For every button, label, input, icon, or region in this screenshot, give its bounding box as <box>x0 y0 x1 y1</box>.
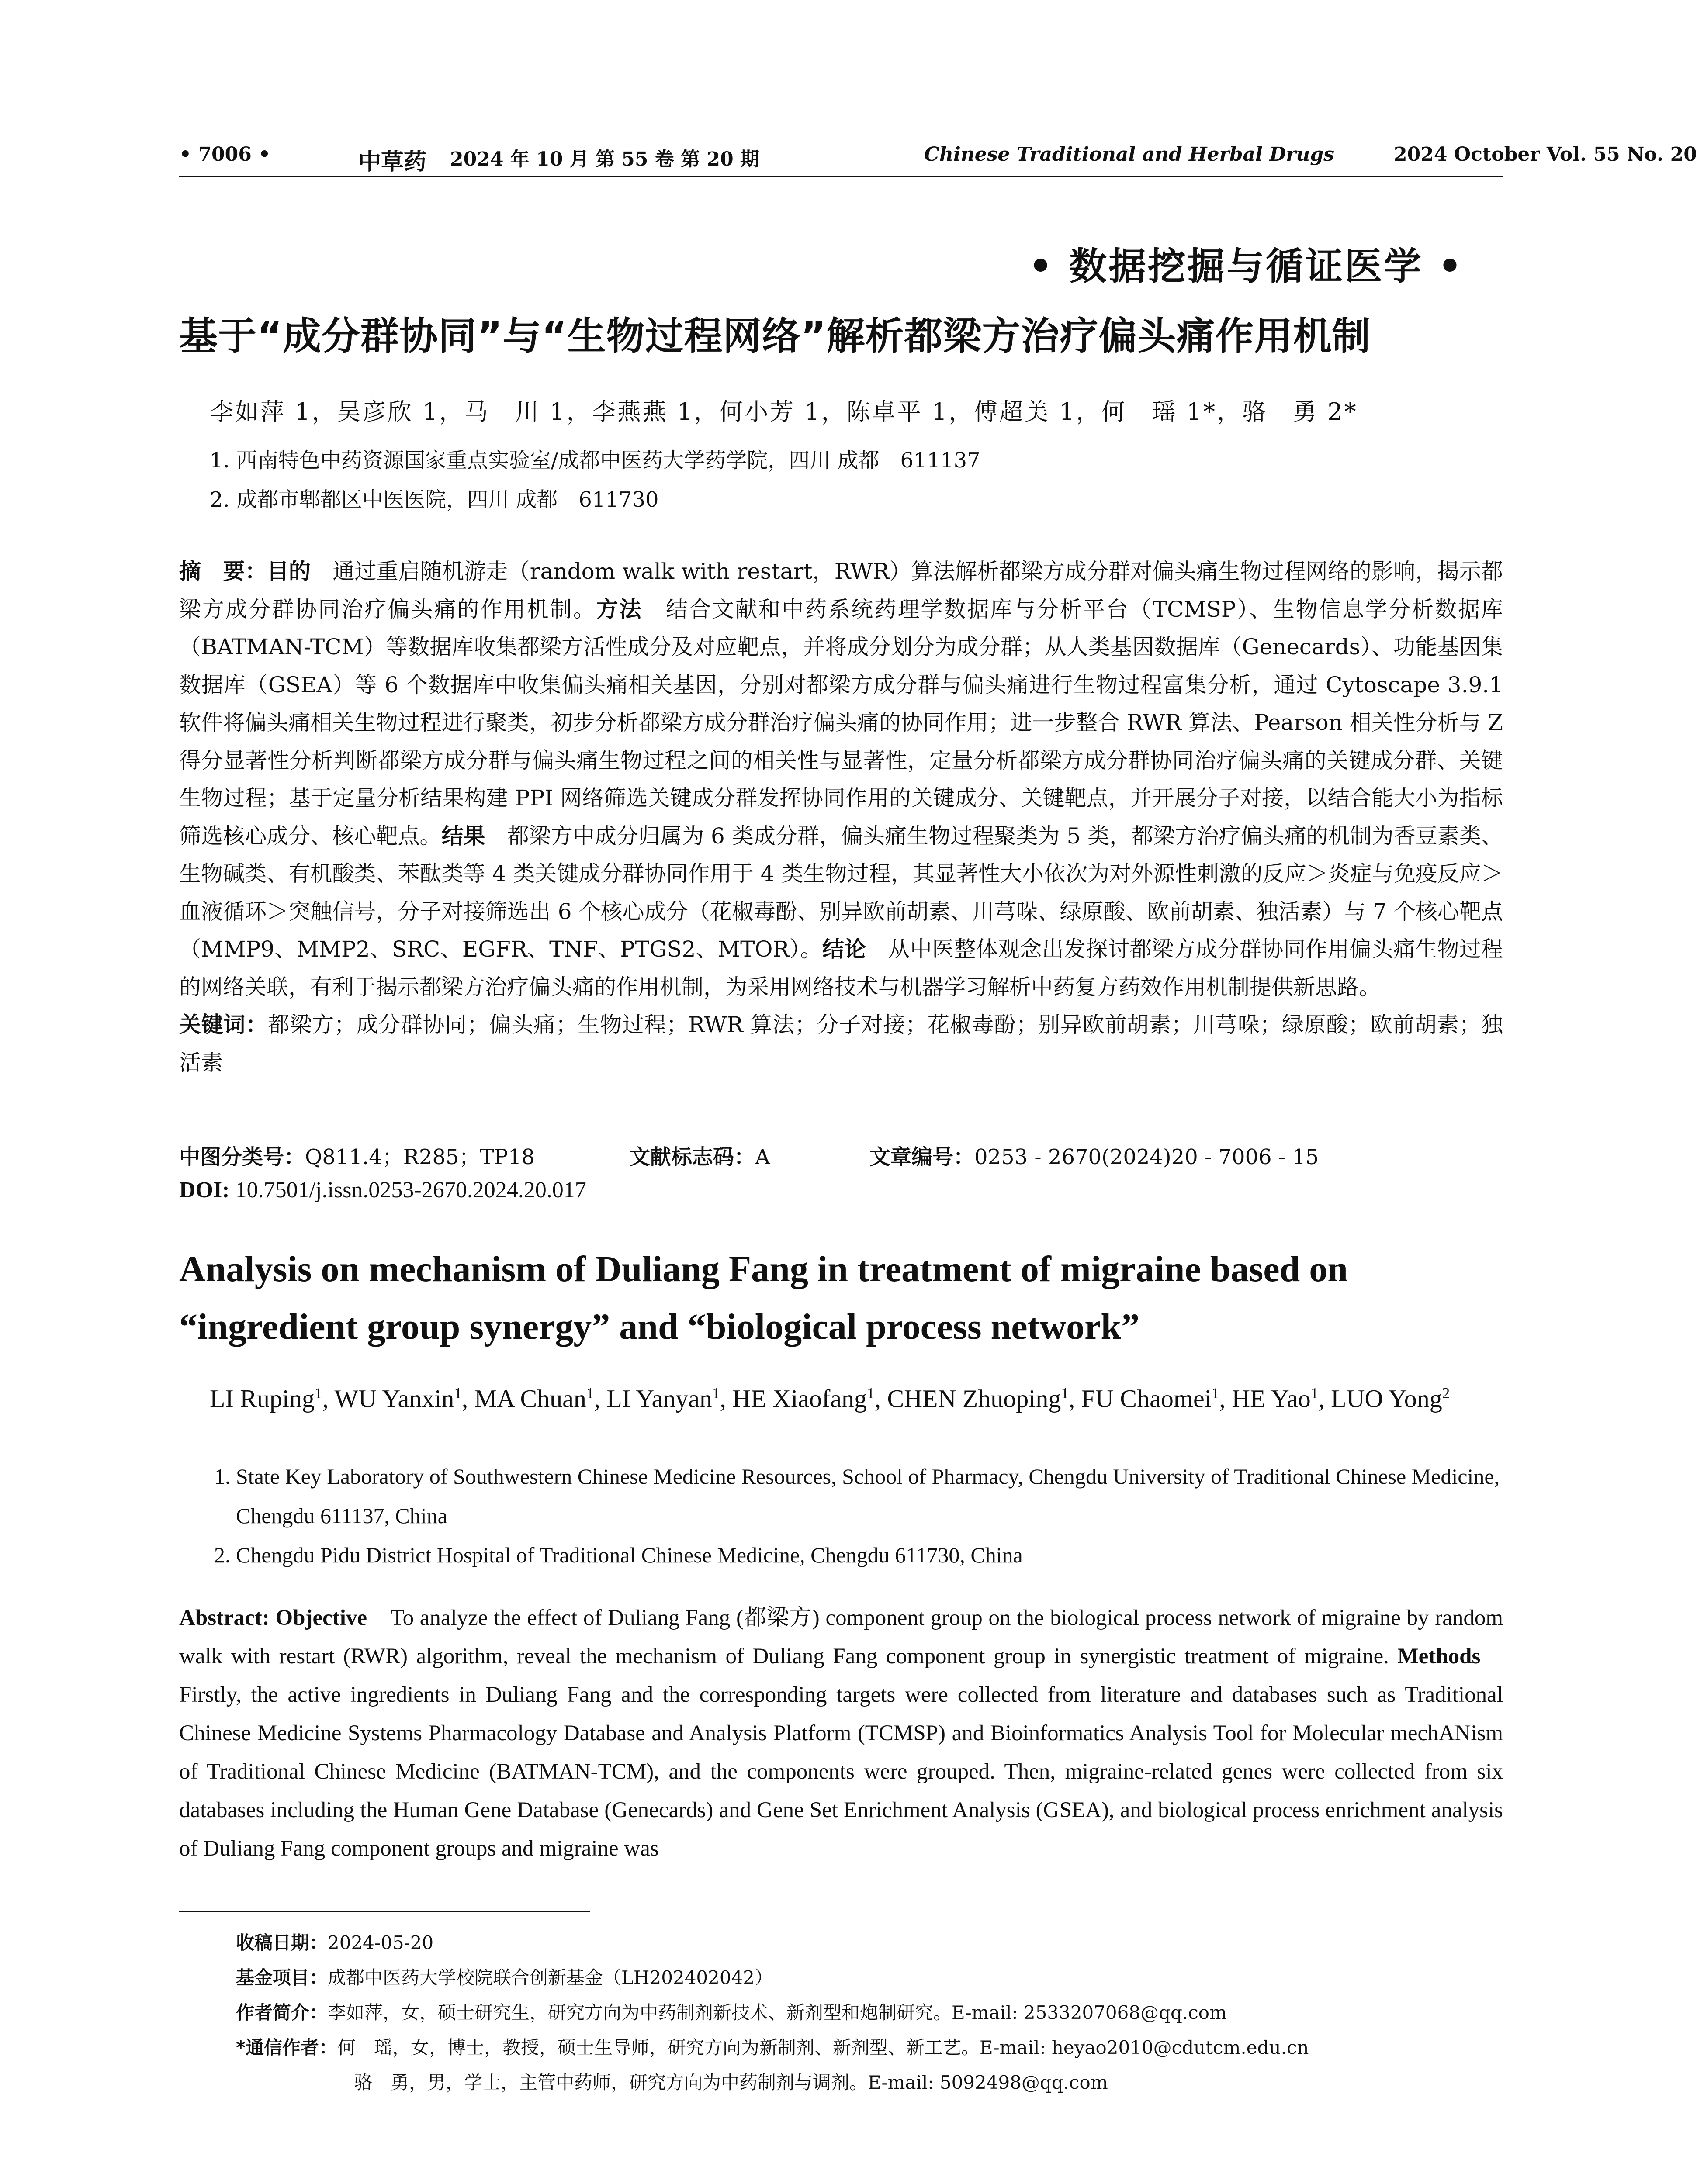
results-text-cn: 都梁方中成分归属为 6 类成分群，偏头痛生物过程聚类为 5 类，都梁方治疗偏头痛的机制为香豆素类、生物碱类、有机酸类、苯酞类等 4 类关键成分群协同作用于 4 类生物过程，其显著性大小依次为对外源性刺激的反应＞炎症与免疫反应＞血液循环＞突触信号，分子对接筛选出 6 个核心成分（花椒毒酚、别异欧前胡素、川芎哚、绿原酸、欧前胡素、独活素）与 7 个核心靶点（MMP9、MMP2、SRC、EGFR、TNF、PTGS2、MTOR）。 <box>179 823 1503 962</box>
keywords-text-cn: 都梁方；成分群协同；偏头痛；生物过程；RWR 算法；分子对接；花椒毒酚；别异欧前胡素；川芎哚；绿原酸；欧前胡素；独活素 <box>179 1012 1503 1075</box>
fund-text: 成都中医药大学校院联合创新基金（LH202402042） <box>328 1967 773 1988</box>
author-en: CHEN Zhuoping <box>887 1384 1061 1413</box>
bio-label: 作者简介： <box>236 2002 328 2023</box>
title-en <box>179 1241 1503 1356</box>
author-en: LUO Yong <box>1331 1384 1442 1413</box>
abstract-label-cn: 摘 要： <box>179 559 267 584</box>
clc-value: Q811.4；R285；TP18 <box>305 1145 535 1169</box>
affiliation-cn-2: 2. 成都市郫都区中医医院，四川 成都 611730 <box>210 487 659 512</box>
author-en-affiliation-mark: 1 <box>315 1385 322 1402</box>
footnote-fund <box>236 1963 1503 1990</box>
doccode-value: A <box>755 1145 770 1169</box>
author-en: HE Xiaofang <box>732 1384 867 1413</box>
abstract-label-en: Abstract: <box>179 1606 270 1630</box>
conclusion-label-cn: 结论 <box>822 936 866 962</box>
abstract-cn <box>179 553 1503 1082</box>
footnote-author-bio <box>236 1998 1503 2025</box>
authors-cn: 李如萍 1，吴彦欣 1，马 川 1，李燕燕 1，何小芳 1，陈卓平 1，傅超美 1，何 瑶 1*，骆 勇 2* <box>210 398 1358 425</box>
authors-en: LI Ruping$^1$, WU Yanxin$^1$, MA Chuan$^1$, LI Yanyan$^1$, HE Xiaofang$^1$, CHEN Zhuoping$^1$, FU Chaomei$^1$, HE Yao$^1$, LUO Yong$^2$ <box>210 1384 1450 1413</box>
author-en-affiliation-mark: 1 <box>454 1385 462 1402</box>
title-en-line-2: “ingredient group synergy” and “biological process network” <box>179 1306 1140 1347</box>
author-en: FU Chaomei <box>1081 1384 1212 1413</box>
article-number-label: 文章编号： <box>869 1145 975 1169</box>
abstract-en <box>179 1599 1503 1868</box>
corresponding-label: *通信作者： <box>236 2037 337 2058</box>
author-en-affiliation-mark: 1 <box>586 1385 594 1402</box>
doi-line <box>179 1177 1503 1203</box>
clc-label: 中图分类号： <box>179 1145 305 1169</box>
keywords-label-cn: 关键词： <box>179 1012 268 1037</box>
author-en-affiliation-mark: 1 <box>1310 1385 1319 1402</box>
doi-value: 10.7501/j.issn.0253-2670.2024.20.017 <box>235 1178 586 1203</box>
conclusion-text-cn: 从中医整体观念出发探讨都梁方成分群协同作用偏头痛生物过程的网络关联，有利于揭示都梁方治疗偏头痛的作用机制，为采用网络技术与机器学习解析中药复方药效作用机制提供新思路。 <box>179 936 1503 1000</box>
running-header <box>179 143 1697 175</box>
footnote-rule <box>179 1911 590 1912</box>
author-en: WU Yanxin <box>334 1384 454 1413</box>
objective-text-cn: 通过重启随机游走（random walk with restart，RWR）算法解析都梁方成分群对偏头痛生物过程网络的影响，揭示都梁方成分群协同治疗偏头痛的作用机制。 <box>179 559 1503 622</box>
doi-label: DOI: <box>179 1178 230 1203</box>
fund-label: 基金项目： <box>236 1967 328 1988</box>
section-label: • 数据挖掘与循证医学 • <box>1029 245 1464 288</box>
article-number-value: 0253 - 2670(2024)20 - 7006 - 15 <box>974 1145 1319 1169</box>
author-en: LI Yanyan <box>606 1384 712 1413</box>
header-rule <box>179 176 1503 177</box>
author-en-affiliation-mark: 2 <box>1442 1385 1450 1402</box>
objective-text-en: To analyze the effect of Duliang Fang (都梁方) component group on the biological process network of migraine by random walk with restart (RWR) algorithm, reveal the mechanism of Duliang Fang component group in synergistic treatment of migraine. <box>179 1606 1503 1669</box>
received-date: 2024-05-20 <box>328 1932 434 1953</box>
author-en-affiliation-mark: 1 <box>1211 1385 1219 1402</box>
journal-name-en: Chinese Traditional and Herbal Drugs <box>924 143 1334 166</box>
results-label-cn: 结果 <box>441 823 485 849</box>
author-en: LI Ruping <box>210 1384 315 1413</box>
page-number: • 7006 • <box>179 143 271 166</box>
methods-text-cn: 结合文献和中药系统药理学数据库与分析平台（TCMSP）、生物信息学分析数据库（BATMAN-TCM）等数据库收集都梁方活性成分及对应靶点，并将成分划分为成分群；从人类基因数据库（Genecards）、功能基因集数据库（GSEA）等 6 个数据库中收集偏头痛相关基因，分别对都梁方成分群与偏头痛进行生物过程富集分析，通过 Cytoscape 3.9.1 软件将偏头痛相关生物过程进行聚类，初步分析都梁方成分群治疗偏头痛的协同作用；进一步整合 RWR 算法、Pearson 相关性分析与 Z 得分显著性分析判断都梁方成分群与偏头痛生物过程之间的相关性与显著性，定量分析都梁方成分群协同治疗偏头痛的关键成分群、关键生物过程；基于定量分析结果构建 PPI 网络筛选关键成分群发挥协同作用的关键成分、关键靶点，并开展分子对接，以结合能大小为指标筛选核心成分、核心靶点。 <box>179 596 1503 849</box>
title-en-line-1: Analysis on mechanism of Duliang Fang in treatment of migraine based on <box>179 1249 1348 1289</box>
author-en-affiliation-mark: 1 <box>1061 1385 1069 1402</box>
title-cn: 基于“成分群协同”与“生物过程网络”解析都梁方治疗偏头痛作用机制 <box>179 314 1371 359</box>
footnote-corresponding <box>236 2033 1503 2060</box>
received-label: 收稿日期： <box>236 1932 328 1953</box>
footnote-received <box>236 1928 1503 1955</box>
bio-text: 李如萍，女，硕士研究生，研究方向为中药制剂新技术、新剂型和炮制研究。E-mail: 2533207068@qq.com <box>328 2002 1227 2023</box>
affiliation-en-2: 2. Chengdu Pidu District Hospital of Traditional Chinese Medicine, Chengdu 611730, China <box>214 1543 1023 1567</box>
methods-label-cn: 方法 <box>596 596 643 622</box>
affiliation-en-1: 1. State Key Laboratory of Southwestern Chinese Medicine Resources, School of Pharmacy, Chengdu University of Traditional Chinese Medicine, Chengdu 611137, China <box>214 1464 1500 1528</box>
author-en-affiliation-mark: 1 <box>712 1385 720 1402</box>
corresponding-author-1: 何 瑶，女，博士，教授，硕士生导师，研究方向为新制剂、新剂型、新工艺。E-mail: heyao2010@cdutcm.edu.cn <box>337 2037 1309 2058</box>
doccode-label: 文献标志码： <box>629 1145 755 1169</box>
objective-label-cn: 目的 <box>267 559 311 584</box>
author-en-affiliation-mark: 1 <box>867 1385 875 1402</box>
journal-name-cn: 中草药 <box>358 149 427 175</box>
author-en: HE Yao <box>1232 1384 1311 1413</box>
keywords-cn <box>179 1006 1503 1082</box>
affiliation-cn-1: 1. 西南特色中药资源国家重点实验室/成都中医药大学药学院，四川 成都 611137 <box>210 448 980 473</box>
issue-cn: 2024 年 10 月 第 55 卷 第 20 期 <box>450 148 760 170</box>
methods-label-en: Methods <box>1397 1644 1481 1669</box>
issue-en: 2024 October Vol. 55 No. 20 <box>1394 143 1697 166</box>
corresponding-author-2: 骆 勇，男，学士，主管中药师，研究方向为中药制剂与调剂。E-mail: 5092498@qq.com <box>354 2072 1108 2093</box>
classification-line <box>179 1140 1503 1170</box>
author-en: MA Chuan <box>474 1384 586 1413</box>
objective-label-en: Objective <box>275 1606 367 1630</box>
methods-text-en: Firstly, the active ingredients in Duliang Fang and the corresponding targets were collected from literature and databases such as Traditional Chinese Medicine Systems Pharmacology Database and Analysis Platform (TCMSP) and Bioinformatics Analysis Tool for Molecular mechANism of Traditional Chinese Medicine (BATMAN-TCM), and the components were grouped. Then, migraine-related genes were collected from six databases including the Human Gene Database (Genecards) and Gene Set Enrichment Analysis (GSEA), and biological process enrichment analysis of Duliang Fang component groups and migraine was <box>179 1683 1503 1861</box>
